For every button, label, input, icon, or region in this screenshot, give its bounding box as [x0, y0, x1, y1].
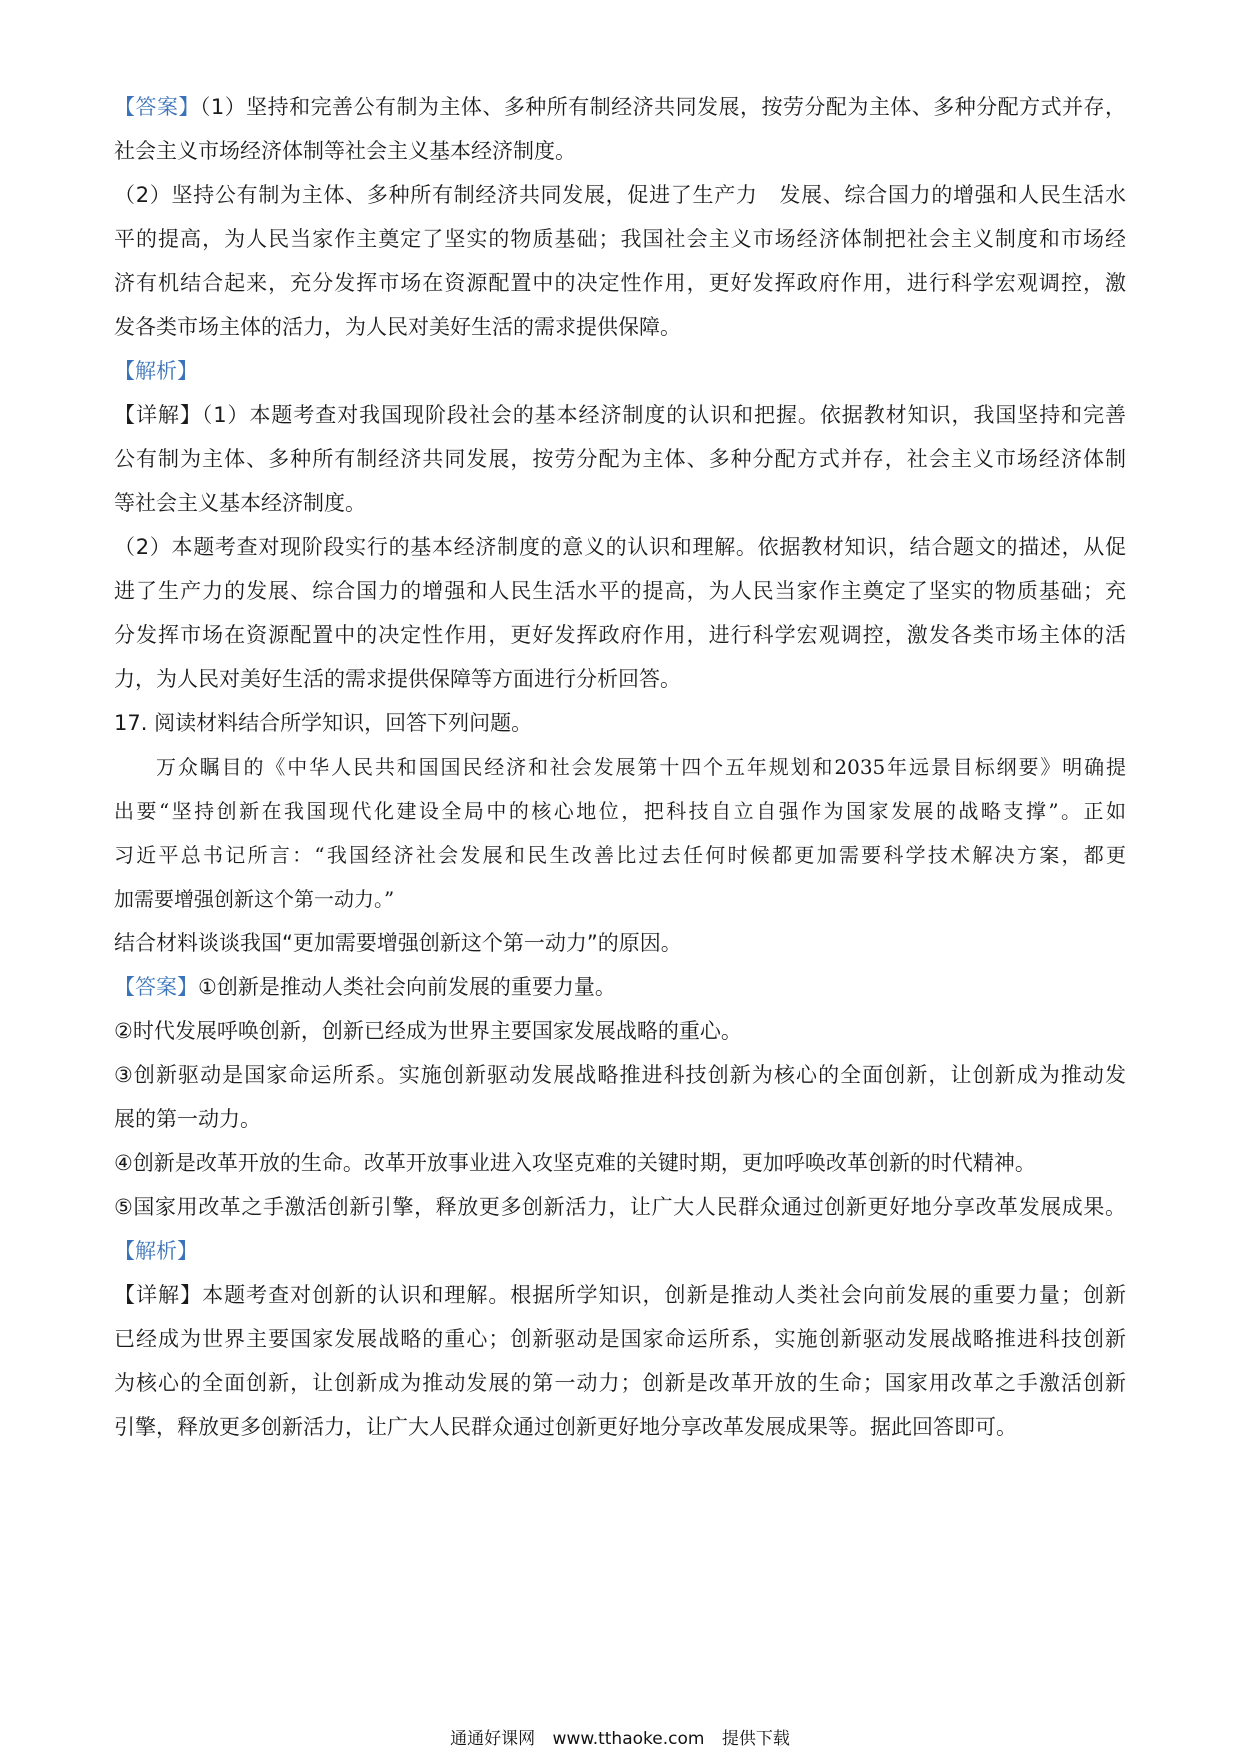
answer-paragraph-1-line-1: 【答案】（1）坚持和完善公有制为主体、多种所有制经济共同发展，按劳分配为主体、多种分配方式并存，	[114, 95, 1127, 119]
detail-17-line-1: 【详解】本题考查对创新的认识和理解。根据所学知识，创新是推动人类社会向前发展的重要力量；创新	[114, 1283, 1127, 1307]
detail-17-line-3: 为核心的全面创新，让创新成为推动发展的第一动力；创新是改革开放的生命；国家用改革之手激活创新	[114, 1371, 1126, 1395]
question-17-prompt: 结合材料谈谈我国“更加需要增强创新这个第一动力”的原因。	[114, 931, 682, 955]
answer-17-item-2: ②时代发展呼唤创新，创新已经成为世界主要国家发展战略的重心。	[114, 1019, 742, 1043]
answer-17-item-5: ⑤国家用改革之手激活创新引擎，释放更多创新活力，让广大人民群众通过创新更好地分享改革发展成果。	[114, 1195, 1126, 1219]
analysis-tag: 【解析】	[114, 1239, 198, 1263]
detail-tag: 【详解】	[114, 1283, 203, 1307]
answer-17-item-3-line-2: 展的第一动力。	[114, 1107, 261, 1131]
answer-17-item-4: ④创新是改革开放的生命。改革开放事业进入攻坚克难的关键时期，更加呼唤改革创新的时代精神。	[114, 1151, 1036, 1175]
footer-url[interactable]: www.tthaoke.com	[552, 1729, 705, 1749]
detail-17-line-4: 引擎，释放更多创新活力，让广大人民群众通过创新更好地分享改革发展成果等。据此回答即可。	[114, 1415, 1017, 1439]
answer-paragraph-2-line-2: 平的提高，为人民当家作主奠定了坚实的物质基础；我国社会主义市场经济体制把社会主义制度和市场经	[114, 227, 1126, 251]
detail-paragraph-2-line-1: （2）本题考查对现阶段实行的基本经济制度的意义的认识和理解。依据教材知识，结合题文的描述，从促	[114, 535, 1126, 559]
answer-tag: 【答案】	[114, 95, 200, 119]
detail-paragraph-1-line-1: 【详解】（1）本题考查对我国现阶段社会的基本经济制度的认识和把握。依据教材知识，我国坚持和完善	[114, 403, 1127, 427]
answer-17-item-3-line-1: ③创新驱动是国家命运所系。实施创新驱动发展战略推进科技创新为核心的全面创新，让创新成为推动发	[114, 1063, 1126, 1087]
material-line-1: 万众瞩目的《中华人民共和国国民经济和社会发展第十四个五年规划和2035年远景目标纲要》明确提	[156, 755, 1126, 779]
detail-paragraph-1-line-3: 等社会主义基本经济制度。	[114, 491, 366, 515]
analysis-tag: 【解析】	[114, 359, 198, 383]
detail-17-line-2: 已经成为世界主要国家发展战略的重心；创新驱动是国家命运所系，实施创新驱动发展战略推进科技创新	[114, 1327, 1126, 1351]
answer-paragraph-2-line-4: 发各类市场主体的活力，为人民对美好生活的需求提供保障。	[114, 315, 681, 339]
question-17-stem: 17. 阅读材料结合所学知识，回答下列问题。	[114, 711, 533, 735]
page-footer	[0, 1728, 1240, 1750]
footer-action: 提供下载	[721, 1729, 790, 1749]
material-line-3: 习近平总书记所言：“我国经济社会发展和民生改善比过去任何时候都更加需要科学技术解决方案，都更	[114, 843, 1126, 867]
answer-17-item-1: 【答案】①创新是推动人类社会向前发展的重要力量。	[114, 975, 616, 999]
footer-site-name: 通通好课网	[450, 1729, 536, 1749]
material-line-4: 加需要增强创新这个第一动力。”	[114, 887, 395, 911]
detail-paragraph-2-line-4: 力，为人民对美好生活的需求提供保障等方面进行分析回答。	[114, 667, 681, 691]
detail-paragraph-2-line-2: 进了生产力的发展、综合国力的增强和人民生活水平的提高，为人民当家作主奠定了坚实的物质基础；充	[114, 579, 1126, 603]
answer-paragraph-2-line-1: （2）坚持公有制为主体、多种所有制经济共同发展，促进了生产力 发展、综合国力的增强和人民生活水	[114, 183, 1126, 207]
detail-tag: 【详解】	[114, 403, 202, 427]
detail-paragraph-2-line-3: 分发挥市场在资源配置中的决定性作用，更好发挥政府作用，进行科学宏观调控，激发各类市场主体的活	[114, 623, 1126, 647]
detail-paragraph-1-line-2: 公有制为主体、多种所有制经济共同发展，按劳分配为主体、多种分配方式并存，社会主义市场经济体制	[114, 447, 1126, 471]
material-line-2: 出要“坚持创新在我国现代化建设全局中的核心地位，把科技自立自强作为国家发展的战略支撑”。正如	[114, 799, 1126, 823]
answer-tag: 【答案】	[114, 975, 198, 999]
answer-paragraph-2-line-3: 济有机结合起来，充分发挥市场在资源配置中的决定性作用，更好发挥政府作用，进行科学宏观调控，激	[114, 271, 1126, 295]
answer-paragraph-1-line-2: 社会主义市场经济体制等社会主义基本经济制度。	[114, 139, 576, 163]
